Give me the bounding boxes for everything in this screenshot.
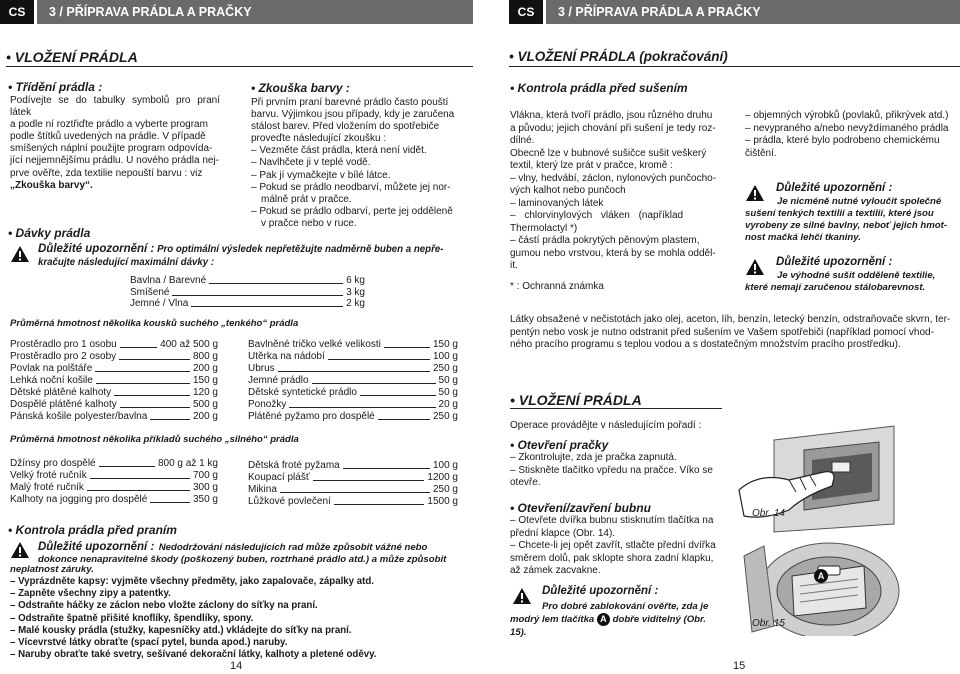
thick-weight-row: Koupací plášť 1200 g [248,472,458,483]
solvent-paragraph: Látky obsažené v nečistotách jako olej, aceton, líh, benzín, letecký benzín, odstraňovače skvrn, ter- pentýn nebo vosk je nutno odstranit před sušením ve Vašem spotřebiči (například pomocí vhod- ného pracího programu s teplou vodou a s dostatečným množstvím pracího prostředku). [510,314,951,350]
thin-weight-row: Ponožky 20 g [248,399,458,410]
dry-warning-2-title: Důležité upozornění : [776,256,893,268]
dry-check-title: • Kontrola prádla před sušením [510,81,688,95]
figure-14-label: Obr. 14 [752,508,785,519]
before-wash-title: • Kontrola prádla před praním [8,523,177,537]
section-title: • VLOŽENÍ PRÁDLA [6,49,138,65]
dry-check-text: Vlákna, která tvoří prádlo, jsou různého druhu a původu; jejich chování při sušení je tedy roz- dílné. Obecně lze v bubnové sušičce sušit veškerý textil, který lze prát v pračce, kromě : – vlny, hedvábí, záclon, nylonových punčocho- vých kalhot nebo punčoch – laminovaných látek – chlorvinylových vláken (například Thermolactyl *) – částí prádla pokrytých pěnovým plastem, gumou nebo vrstvou, která by se mohla odděl- it. [510,110,717,271]
thin-weight-row: Dětské syntetické prádlo 50 g [248,387,458,398]
thin-weight-row: Prostěradlo pro 1 osobu 400 až 500 g [10,339,218,350]
thin-weight-row: Dětské plátěné kalhoty 120 g [10,387,218,398]
page-number: 15 [733,660,746,672]
lock-warning-title: Důležité upozornění : [542,585,659,597]
thick-weights-title: Průměrná hmotnost několika příkladů suchého „silného“ prádla [10,434,299,445]
thick-weight-row: Velký froté ručník 700 g [10,470,218,481]
trademark-footnote: * : Ochranná známka [510,281,604,292]
thin-weight-row: Povlak na polštáře 200 g [10,363,218,374]
thick-weight-row: Lůžkové povlečení 1500 g [248,496,458,507]
thin-weight-row: Dospělé plátěné kalhoty 500 g [10,399,218,410]
open-washer-title: • Otevření pračky [510,438,609,452]
thin-weight-row: Lehká noční košile 150 g [10,375,218,386]
thin-weight-row: Ubrus 250 g [248,363,458,374]
thin-weights-title: Průměrná hmotnost několika kousků suchého „tenkého“ prádla [10,318,299,329]
section-divider [6,66,473,67]
thick-weight-row: Dětská froté pyžama 100 g [248,460,458,471]
dry-warning-1: Je nicméně nutné vyloučit společné sušení tenkých textilií a textilií, které jsou vyrobeny ze silné bavlny, neboť jejich hmot- nost mačká lehčí tkaniny. [745,196,948,243]
thin-weight-row: Bavlněné tričko velké velikosti 150 g [248,339,458,350]
color-test-text: Při prvním praní barevné prádlo často pouští barvu. Výjimkou jsou případy, kdy je zaručena stálost barev. Před vložením do spotřebiče proveďte následující zkoušku : – Vezměte část prádla, která není vidět. – Navlhčete ji v teplé vodě. – Pak jí vymačkejte v bílé látce. – Pokud se prádlo neodbarví, můžete jej nor- málně prát v pračce. – Pokud se prádlo odbarví, perte jej odděleně v pračce nebo v ruce. [251,97,455,229]
drum-steps: – Otevřete dvířka bubnu stisknutím tlačítka na přední klapce (Obr. 14). – Chcete-li jej opět zavřít, stlačte přední dvířka směrem dolů, pak sklopte shora zadní klapku, až zámek zacvakne. [510,515,716,576]
chapter-header: 3 / PŘÍPRAVA PRÁDLA A PRAČKY [37,0,473,24]
open-washer-steps: – Zkontrolujte, zda je pračka zapnutá. – Stiskněte tlačítko vpředu na pračce. Víko se otevře. [510,452,713,488]
button-a-badge: A [597,613,610,626]
thick-weight-row: Džínsy pro dospělé 800 g až 1 kg [10,458,218,469]
loading-divider [510,408,722,409]
thin-weight-row: Plátěné pyžamo pro dospělé 250 g [248,411,458,422]
before-wash-warning-cont: neplatnost záruky. [10,564,94,575]
dry-warning-2: Je výhodné sušit odděleně textilie, které nemají zaručenou stálobarevnost. [745,270,936,293]
dry-check-text-col2: – objemných výrobků (povlaků, přikrývek atd.) – nevypraného a/nebo nevyždímaného prádla – prádla, které bylo podrobeno chemickému čištění. [745,110,949,159]
doses-warning: Důležité upozornění : Pro optimální výsledek nepřetěžujte nadměrně buben a nepře- kračujte následující maximální dávky : [38,243,444,268]
doses-title: • Dávky prádla [8,226,91,240]
callout-a: A [814,569,828,583]
loading-title: • VLOŽENÍ PRÁDLA [510,392,642,408]
page-number: 14 [230,660,243,672]
before-wash-list: – Vyprázdněte kapsy: vyjměte všechny předměty, jako zapalovače, zápalky atd. – Zapněte všechny zipy a patentky. – Odstraňte háčky ze záclon nebo vložte záclony do síťky na praní. – Odstraňte špatně přišité knoflíky, špendlíky, spony. – Malé kousky prádla (stužky, kapesníčky atd.) vkládejte do síťky na praní. – Vícevrstvé látky obraťte (spací pytel, bunda apod.) naruby. – Naruby obraťte také svetry, sešívané dekorační látky, kalhoty a pletené oděvy. [10,576,377,661]
thin-weight-row: Pánská košile polyester/bavlna 200 g [10,411,218,422]
dry-warning-1-title: Důležité upozornění : [776,182,893,194]
drum-title: • Otevření/zavření bubnu [510,501,651,515]
chapter-header: 3 / PŘÍPRAVA PRÁDLA A PRAČKY [546,0,960,24]
max-load-row: Jemné / Vlna 2 kg [130,298,365,309]
section-divider [509,66,960,67]
thin-weight-row: Prostěradlo pro 2 osoby 800 g [10,351,218,362]
thin-weight-row: Jemné prádlo 50 g [248,375,458,386]
warning-icon [10,245,30,263]
before-wash-warning: Důležité upozornění : Nedodržování následujících rad může způsobit vážné nebo dokonce nenapravitelné škody (poškozený buben, roztrhané prádlo atd.) a může způsobit [38,541,447,565]
thin-weight-row: Utěrka na nádobí 100 g [248,351,458,362]
warning-icon [10,541,30,559]
sorting-title: • Třídění prádla : [8,80,103,94]
thick-weight-row: Kalhoty na jogging pro dospělé 350 g [10,494,218,505]
max-load-row: Smíšené 3 kg [130,287,365,298]
sorting-text: Podívejte se do tabulky symbolů pro praní látek a podle ní roztřiďte prádlo a vyberte program podle štítků uvedených na prádle. V případě smíšených náplní použijte program odpovída- jící nejjemnějšímu prádlu. U nového prádla nej- prve ověřte, zda textilie nepouští barvu : viz „Zkouška barvy“. [10,95,220,191]
right-page [480,0,960,674]
language-badge: CS [0,0,34,24]
color-test-title: • Zkouška barvy : [251,81,350,95]
lock-warning: Pro dobré zablokování ověřte, zda je modrý lem tlačítka A dobře viditelný (Obr. 15). [510,601,709,638]
thick-weight-row: Mikina 250 g [248,484,458,495]
figure-15-label: Obr. 15 [752,618,785,629]
max-load-row: Bavlna / Barevné 6 kg [130,275,365,286]
thick-weight-row: Malý froté ručník 300 g [10,482,218,493]
loading-intro: Operace provádějte v následujícím pořadí : [510,420,702,431]
section-title: • VLOŽENÍ PRÁDLA (pokračování) [509,49,728,64]
language-badge: CS [509,0,543,24]
